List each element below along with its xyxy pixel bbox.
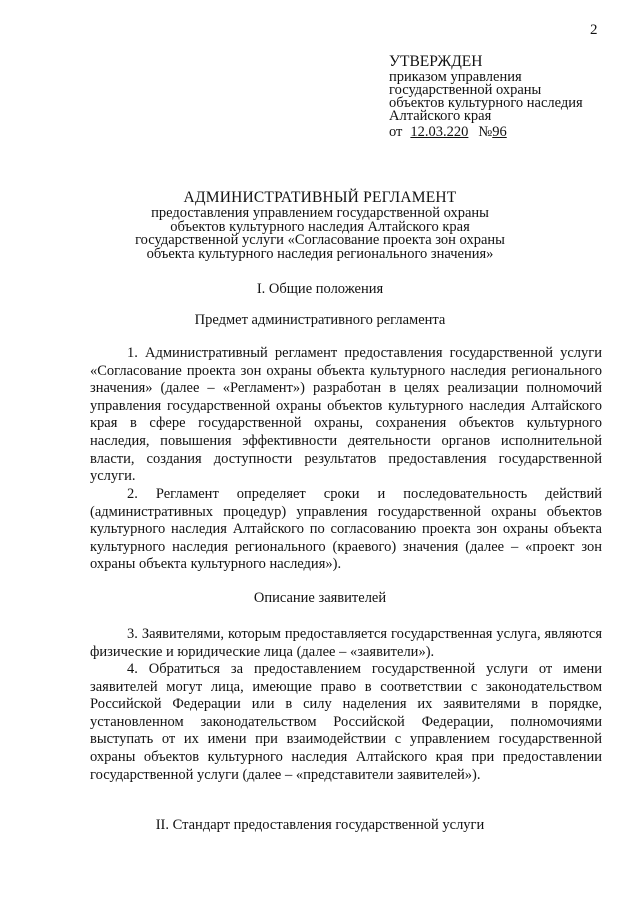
paragraph-3: 3. Заявителями, которым предоставляется государственная услуга, являются физические и юридические лица (далее – «заявители»). (90, 626, 602, 660)
document-title-main: АДМИНИСТРАТИВНЫЙ РЕГЛАМЕНТ (183, 189, 457, 206)
subsection-heading-applicants: Описание заявителей (253, 590, 387, 606)
document-title-line: объектов культурного наследия Алтайского края (170, 218, 470, 235)
approval-line: приказом управления (389, 69, 522, 85)
approval-stamp (389, 53, 634, 141)
section-heading-standard: II. Стандарт предоставления государственной услуги (155, 817, 485, 833)
approval-date: 12.03.220 (410, 124, 469, 140)
approval-number: 96 (492, 124, 507, 140)
paragraph-1: 1. Административный регламент предоставления государственной услуги «Согласование проекта зон охраны объекта культурного наследия регионального значения» (далее – «Регламент») разработан в целях реализации полномочий управления государственной охраны объектов культурного наследия Алтайского края в сфере государственной охраны, сохранения объектов культурного наследия, повышения эффективности деятельности органов исполнительной власти, создания доступности результатов предоставления государственной услуги. (90, 345, 602, 485)
approval-heading: УТВЕРЖДЕН (389, 53, 483, 70)
number-sign: № (478, 124, 493, 140)
approval-line: Алтайского края (389, 108, 492, 124)
paragraph-2: 2. Регламент определяет сроки и последовательность действий (административных процедур) управления государственной охраны объектов культурного наследия Алтайского по согласованию проекта зон охраны объекта культурного наследия регионального (краевого) значения (далее – «проект зон охраны объекта культурного наследия»). (90, 486, 602, 573)
subsection-heading-subject: Предмет административного регламента (194, 312, 446, 328)
approval-date-line (389, 124, 634, 141)
document-title (100, 189, 540, 261)
document-title-line: предоставления управлением государственной охраны (151, 205, 489, 221)
date-prefix: от (389, 124, 403, 140)
page-number: 2 (590, 22, 598, 38)
paragraph-4: 4. Обратиться за предоставлением государственной услуги от имени заявителей могут лица, имеющие право в соответствии с законодательством Российской Федерации или в силу наделения их заявителями в порядке, установленном законодательством Российской Федерации, полномочиями выступать от их имени при взаимодействии с управлением государственной охраны объектов культурного наследия Алтайского края при предоставлении государственной услуги (далее – «представители заявителей»). (90, 661, 602, 783)
document-title-line: объекта культурного наследия регионального значения» (146, 245, 494, 262)
approval-line: государственной охраны (389, 82, 542, 98)
document-title-line: государственной услуги «Согласование проекта зон охраны (135, 232, 505, 248)
approval-line: объектов культурного наследия (389, 95, 583, 111)
section-heading-general: I. Общие положения (256, 281, 384, 297)
